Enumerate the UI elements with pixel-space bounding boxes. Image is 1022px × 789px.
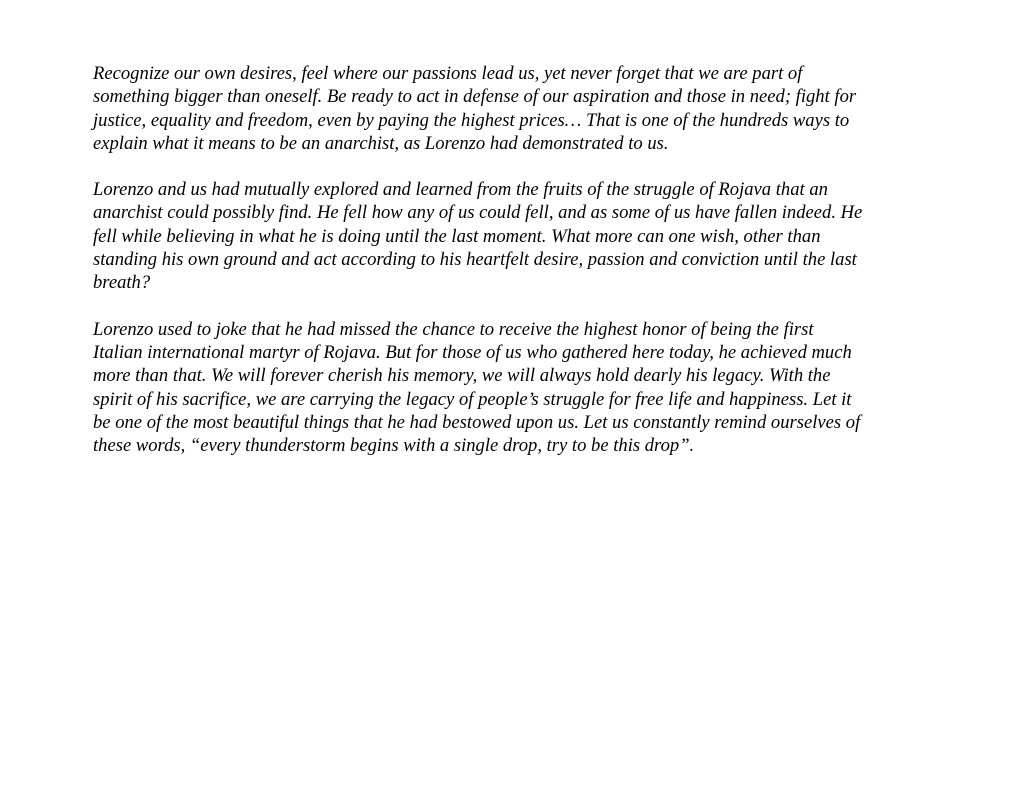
- text-line: standing his own ground and act according to his heartfelt desire, passion and conviction until the last: [93, 249, 857, 271]
- paragraph-1: [93, 62, 935, 155]
- text-line: these words, “every thunderstorm begins with a single drop, try to be this drop”.: [93, 435, 695, 457]
- text-line: fell while believing in what he is doing until the last moment. What more can one wish, other than: [93, 225, 821, 247]
- text-line: anarchist could possibly find. He fell how any of us could fell, and as some of us have fallen indeed. He: [93, 202, 863, 224]
- text-line: Lorenzo and us had mutually explored and learned from the fruits of the struggle of Rojava that an: [93, 179, 828, 201]
- text-line: more than that. We will forever cherish his memory, we will always hold dearly his legacy. With the: [93, 365, 831, 387]
- text-line: something bigger than oneself. Be ready to act in defense of our aspiration and those in need; fight for: [93, 86, 857, 108]
- paragraph-2: [93, 178, 935, 294]
- text-line: explain what it means to be an anarchist, as Lorenzo had demonstrated to us.: [93, 132, 669, 154]
- paragraph-3: [93, 318, 935, 458]
- document-body: [93, 62, 935, 480]
- text-line: Recognize our own desires, feel where our passions lead us, yet never forget that we are part of: [93, 63, 803, 84]
- text-line: Italian international martyr of Rojava. But for those of us who gathered here today, he achieved much: [93, 341, 852, 363]
- text-line: be one of the most beautiful things that he had bestowed upon us. Let us constantly remind ourselves of: [93, 411, 861, 433]
- text-line: Lorenzo used to joke that he had missed the chance to receive the highest honor of being the first: [93, 318, 814, 340]
- text-line: justice, equality and freedom, even by paying the highest prices… That is one of the hundreds ways to: [93, 109, 850, 131]
- text-line: spirit of his sacrifice, we are carrying the legacy of people’s struggle for free life and happiness. Let it: [93, 388, 852, 410]
- text-line: breath?: [93, 272, 151, 294]
